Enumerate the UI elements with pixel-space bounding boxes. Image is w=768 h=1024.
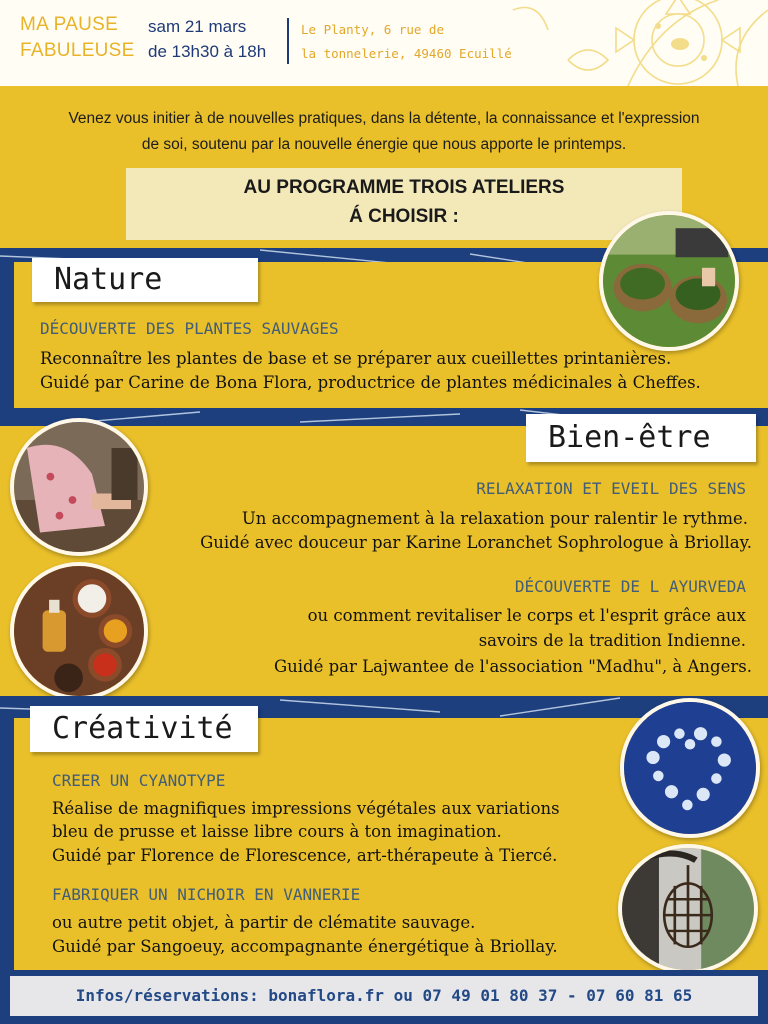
left-blue-strip — [0, 718, 14, 970]
event-datetime — [148, 14, 266, 64]
cyanotype-line-1: Réalise de magnifiques impressions végétales aux variations — [52, 799, 560, 818]
nature-tag: Nature — [32, 258, 258, 302]
brand-line-1: MA PAUSE — [20, 14, 119, 35]
wicker-line-2: Guidé par Sangoeuy, accompagnante énergétique à Briollay. — [52, 937, 558, 956]
address-line-2: la tonnelerie, 49460 Ecuillé — [301, 46, 512, 61]
program-box — [126, 168, 682, 240]
wild-plants-line-1: Reconnaître les plantes de base et se préparer aux cueillettes printanières. — [40, 349, 672, 368]
ayurveda-line-1: ou comment revitaliser le corps et l'esprit grâce aux — [307, 606, 746, 625]
header — [0, 0, 768, 86]
cyanotype-line-3: Guidé par Florence de Florescence, art-thérapeute à Tiercé. — [52, 846, 558, 865]
address-line-1: Le Planty, 6 rue de — [301, 22, 444, 37]
cyanotype-title: CREER UN CYANOTYPE — [52, 771, 226, 790]
relaxation-title: RELAXATION ET EVEIL DES SENS — [476, 479, 746, 498]
ayurveda-line-2: savoirs de la tradition Indienne. — [478, 631, 746, 650]
event-brand — [20, 12, 135, 64]
basket-photo — [599, 211, 739, 351]
intro-line-2: de soi, soutenu par la nouvelle énergie que nous apporte le printemps. — [141, 136, 627, 153]
ayurveda-line-3: Guidé par Lajwantee de l'association "Madhu", à Angers. — [273, 657, 752, 676]
cyanotype-heart-photo — [620, 698, 760, 838]
header-divider — [287, 18, 289, 64]
intro-line-1: Venez vous initier à de nouvelles pratiques, dans la détente, la connaissance et l'expression — [68, 110, 700, 127]
ayurveda-title: DÉCOUVERTE DE L AYURVEDA — [514, 577, 746, 596]
program-line-1: AU PROGRAMME TROIS ATELIERS — [243, 177, 565, 198]
brand-line-2: FABULEUSE — [20, 40, 135, 61]
bienetre-tag: Bien-être — [526, 414, 756, 462]
wild-plants-line-2: Guidé par Carine de Bona Flora, productrice de plantes médicinales à Cheffes. — [40, 373, 701, 392]
left-blue-strip — [0, 262, 14, 408]
event-address — [301, 18, 512, 66]
footer — [0, 970, 768, 1024]
wicker-line-1: ou autre petit objet, à partir de clématite sauvage. — [52, 913, 476, 932]
seated-woman-photo — [10, 418, 148, 556]
creativite-tag: Créativité — [30, 706, 258, 752]
intro-text — [0, 106, 768, 158]
wicker-title: FABRIQUER UN NICHOIR EN VANNERIE — [52, 885, 361, 904]
relaxation-line-2: Guidé avec douceur par Karine Loranchet Sophrologue à Briollay. — [200, 533, 752, 552]
event-time: de 13h30 à 18h — [148, 42, 267, 61]
relaxation-line-1: Un accompagnement à la relaxation pour ralentir le rythme. — [241, 509, 748, 528]
program-line-2: Á CHOISIR : — [349, 206, 459, 227]
wicker-cage-photo — [618, 844, 758, 974]
flower-decoration-icon — [508, 0, 768, 86]
wild-plants-title: DÉCOUVERTE DES PLANTES SAUVAGES — [40, 319, 339, 338]
cyanotype-line-2: bleu de prusse et laisse libre cours à ton imagination. — [52, 822, 502, 841]
spices-photo — [10, 562, 148, 700]
event-date: sam 21 mars — [148, 17, 247, 36]
contact-info: Infos/réservations: bonaflora.fr ou 07 49 01 80 37 - 07 60 81 65 — [10, 976, 758, 1016]
